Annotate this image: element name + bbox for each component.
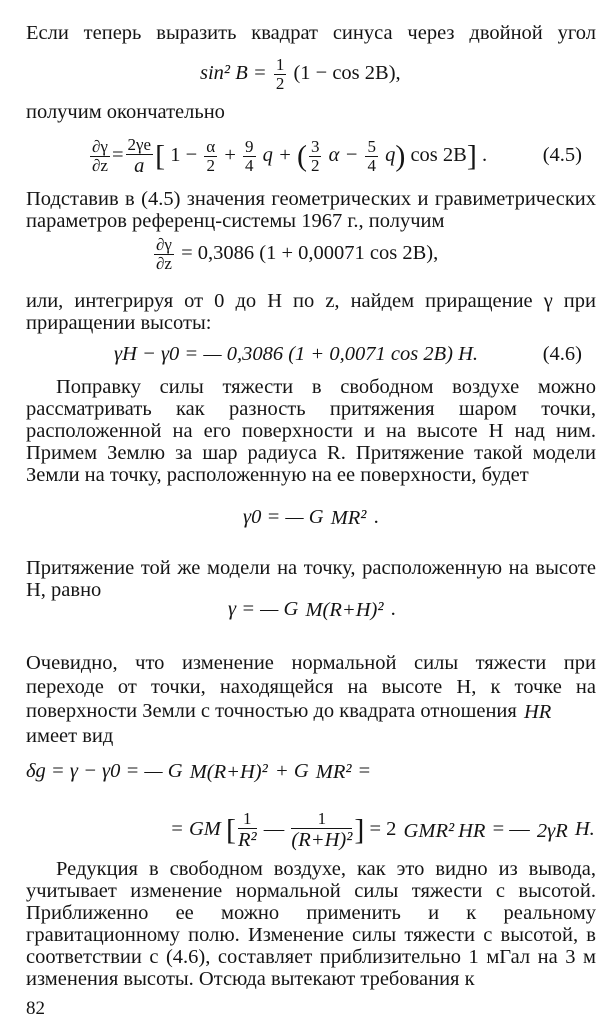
equation-gamma0 [243, 506, 379, 529]
eq2-bracket-close: ] [466, 139, 477, 173]
equation-delta-g-line1 [26, 760, 370, 783]
eq1-rhs: (1 − cos 2B), [288, 62, 401, 85]
eq7-l2-f3 [404, 820, 455, 842]
eq7-l2-f4-num: H [458, 819, 473, 842]
eq2-f1 [204, 138, 217, 175]
eq7-l1-f2-num: M [315, 761, 333, 784]
eq3-derivative [154, 236, 174, 273]
eq7-l2-d: H. [569, 818, 595, 841]
eq2-f1-num: α [206, 137, 216, 156]
eq7-l1-f1-den: (R+H)² [206, 761, 268, 784]
eq7-l2-f4-den: R [472, 819, 486, 842]
eq2-coef-num: 2γe [127, 135, 152, 154]
eq4-text: γH − γ0 = — 0,3086 (1 + 0,0071 cos 2B) H. [114, 343, 478, 365]
eq2-t7: . [476, 144, 488, 167]
eq1-lhs: sin² B = [200, 62, 272, 85]
paragraph-3: Подставив в (4.5) значения геометрических и гравиметрических параметров референц-системы 1967 г., получим [26, 188, 596, 232]
paragraph-6: Притяжение той же модели на точку, расположенную на высоте H, равно [26, 557, 596, 601]
equation-gamma-h [228, 598, 396, 621]
eq1-frac-den: 2 [275, 74, 285, 93]
page-number: 82 [26, 998, 45, 1019]
eq6-rhs: . [385, 598, 396, 620]
eq2-t3: q + [257, 144, 297, 167]
eq7-l2-f1-num: 1 [238, 810, 257, 829]
eq7-l1-b: + G [269, 760, 314, 782]
eq7-l2-f1-den: R² [237, 829, 257, 851]
eq2-t2: + [219, 144, 241, 167]
eq2-t1: 1 − [165, 144, 203, 167]
eq7-l2-b: = 2 [364, 818, 402, 841]
eq7-l2-f5-num: 2γ [536, 819, 556, 842]
eq2-t5: q [379, 144, 396, 167]
eq2-f4 [365, 138, 378, 175]
eq7-l2-f1 [238, 810, 257, 851]
para7-ratio-den: R [538, 701, 552, 724]
eq1-fraction [274, 56, 287, 93]
eq1-frac-num: 1 [275, 55, 285, 74]
eq7-l2-f5 [537, 820, 568, 842]
eq3-rhs: = 0,3086 (1 + 0,00071 cos 2B), [175, 242, 439, 265]
eq2-derivative [90, 138, 110, 175]
eq7-l1-f2-den: R² [332, 761, 352, 784]
eq7-l2-f2-num: 1 [291, 810, 352, 829]
eq2-f2-num: 9 [245, 137, 254, 156]
eq6-frac-num: M [305, 599, 323, 622]
eq2-f3-num: 3 [310, 137, 320, 156]
equation-4-6 [114, 343, 596, 365]
eq5-rhs: . [368, 506, 379, 528]
eq2-coef-den: a [134, 155, 145, 177]
eq7-l1-c: = [353, 760, 371, 782]
eq2-paren-close: ) [395, 139, 406, 173]
eq7-l1-f1-num: M [189, 761, 207, 784]
eq2-f3-den: 2 [310, 156, 320, 175]
eq2-f2-den: 4 [245, 156, 254, 175]
eq2-t6: cos 2B [405, 144, 467, 167]
eq2-f3 [309, 138, 322, 175]
eq6-frac-den: (R+H)² [322, 599, 384, 622]
eq7-l1-a: δg = γ − γ0 = — G [26, 760, 188, 782]
eq2-f4-num: 5 [367, 137, 376, 156]
eq2-f2 [243, 138, 256, 175]
eq5-lhs: γ0 = — G [243, 506, 329, 528]
eq5-frac-den: R² [347, 507, 367, 530]
equation-dgamma-dz [152, 236, 438, 273]
para7-ratio-num: H [523, 701, 539, 724]
eq7-l1-f1 [190, 761, 268, 783]
eq7-l2-f4 [458, 820, 485, 842]
eq2-bracket-open: [ [155, 139, 166, 173]
eq3-lhs-num: ∂γ [154, 236, 174, 255]
eq2-lhs-num: ∂γ [90, 138, 110, 157]
eq2-lhs-den: ∂z [92, 156, 108, 175]
paragraph-4: или, интегрируя от 0 до H по z, найдем приращение γ при приращении высоты: [26, 290, 596, 334]
equation-sin-squared [200, 56, 401, 93]
equation-delta-g-line2 [170, 810, 595, 851]
eq7-l2-f3-num: GM [403, 819, 436, 842]
paragraph-5: Поправку силы тяжести в свободном воздухе можно рассматривать как разность притяжения шаром точки, расположенной на его поверхности и на высоте H над ним. Примем Землю за шар радиуса R. Притяжение такой модели Земли на точку, расположенную на ее поверхности, будет [26, 376, 596, 486]
eq2-f4-den: 4 [367, 156, 376, 175]
para7-ratio [524, 700, 551, 724]
eq7-l2-f3-den: R² [435, 819, 455, 842]
eq2-coef [126, 136, 154, 177]
eq7-l2-a: = GM [170, 818, 226, 841]
eq7-l2-minus: — [258, 818, 290, 841]
equation-4-5 [88, 136, 596, 177]
eq7-l2-c: = — [487, 818, 535, 841]
eq7-l1-f2 [316, 761, 352, 783]
eq6-fraction [305, 599, 383, 621]
eq2-t4: α − [323, 144, 364, 167]
equation-number-4-6: (4.6) [542, 343, 582, 365]
paragraph-2: получим окончательно [26, 101, 225, 123]
paragraph-7-text: Очевидно, что изменение нормальной силы тяжести при переходе от точки, находящейся на высоте H, к точке на поверхности Земли с точностью до квадрата отношения [26, 652, 596, 722]
eq5-fraction [331, 507, 367, 529]
paragraph-7 [26, 651, 596, 748]
eq3-lhs-den: ∂z [156, 254, 172, 273]
paragraph-8: Редукция в свободном воздухе, как это видно из вывода, учитывает изменение нормальной силы тяжести с высотой. Приближенно ее можно применить и к реальному гравитационному полю. Изменение силы тяжести с высотой, в соответствии с (4.6), составляет приблизительно 1 мГал на 3 м изменения высоты. Отсюда вытекают требования к [26, 858, 596, 990]
eq7-l2-bracket-open: [ [225, 813, 236, 847]
eq7-l2-f2-den: (R+H)² [291, 829, 353, 851]
eq6-lhs: γ = — G [228, 598, 304, 620]
equation-number-4-5: (4.5) [542, 144, 582, 166]
eq2-f1-den: 2 [206, 156, 215, 175]
eq7-l2-f2 [291, 810, 352, 851]
eq2-paren-open: ( [296, 139, 307, 173]
eq7-l2-f5-den: R [555, 819, 568, 842]
eq5-frac-num: M [330, 507, 348, 530]
paragraph-7-end: имеет вид [26, 725, 114, 748]
eq2-equals: = [111, 144, 124, 167]
paragraph-1: Если теперь выразить квадрат синуса через двойной угол [26, 22, 596, 44]
eq7-l2-bracket-close: ] [354, 813, 365, 847]
